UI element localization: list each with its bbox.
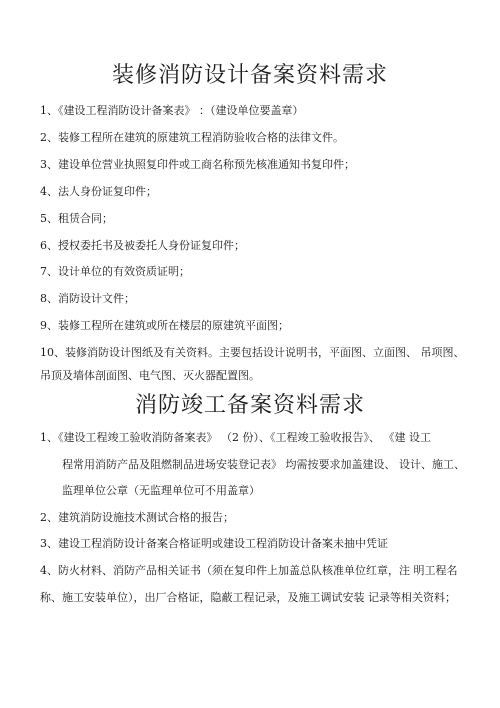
section2-item-1-continued: 程常用消防产品及阻燃制品进场安装登记表》 均需按要求加盖建设、 设计、施工、 [62, 458, 465, 471]
section1-item-10-continued: 吊顶及墙体剖面图、电气图、灭火器配置图。 [40, 369, 260, 382]
section1-item-8: 8、消防设计文件； [40, 292, 135, 305]
section2-item-1-continued-2: 监理单位公章（无监理单位可不用盖章） [62, 484, 260, 497]
section2-item-2: 2、建筑消防设施技术测试合格的报告； [40, 511, 234, 524]
section1-item-7: 7、设计单位的有效资质证明； [40, 265, 190, 278]
section1-title: 装修消防设计备案资料需求 [111, 63, 388, 88]
section1-item-3: 3、建设单位营业执照复印件或工商名称预先核准通知书复印件； [40, 158, 355, 171]
section1-item-2: 2、装修工程所在建筑的原建筑工程消防验收合格的法律文件。 [40, 131, 344, 144]
section1-item-1: 1、《建设工程消防设计备案表》 ：（建设单位要盖章） [40, 104, 304, 117]
section1-item-6: 6、授权委托书及被委托人身份证复印件； [40, 239, 245, 252]
section2-item-4-continued: 称、施工安装单位），出厂合格证，隐蔽工程记录，及施工调试安装 记录等相关资料； [40, 591, 456, 604]
section1-item-10: 10、装修消防设计图纸及有关资料。主要包括设计说明书，平面图、立面图、 吊项图、 [40, 346, 465, 359]
section2-item-4: 4、防火材料、消防产品相关证书（须在复印件上加盖总队核准单位红章，注 明工程名 [40, 564, 458, 577]
section1-item-9: 9、装修工程所在建筑或所在楼层的原建筑平面图； [40, 319, 289, 332]
section2-item-1: 1、《建设工程竣工验收消防备案表》 （2 份）、《工程竣工验收报告》、 《建 设工 [40, 431, 431, 444]
section2-item-3: 3、建设工程消防设计备案合格证明或建设工程消防设计备案未抽中凭证 [40, 537, 388, 550]
section1-item-5: 5、租赁合同； [40, 212, 113, 225]
section1-item-4: 4、法人身份证复印件； [40, 185, 157, 198]
section2-title: 消防竣工备案资料需求 [134, 393, 365, 418]
